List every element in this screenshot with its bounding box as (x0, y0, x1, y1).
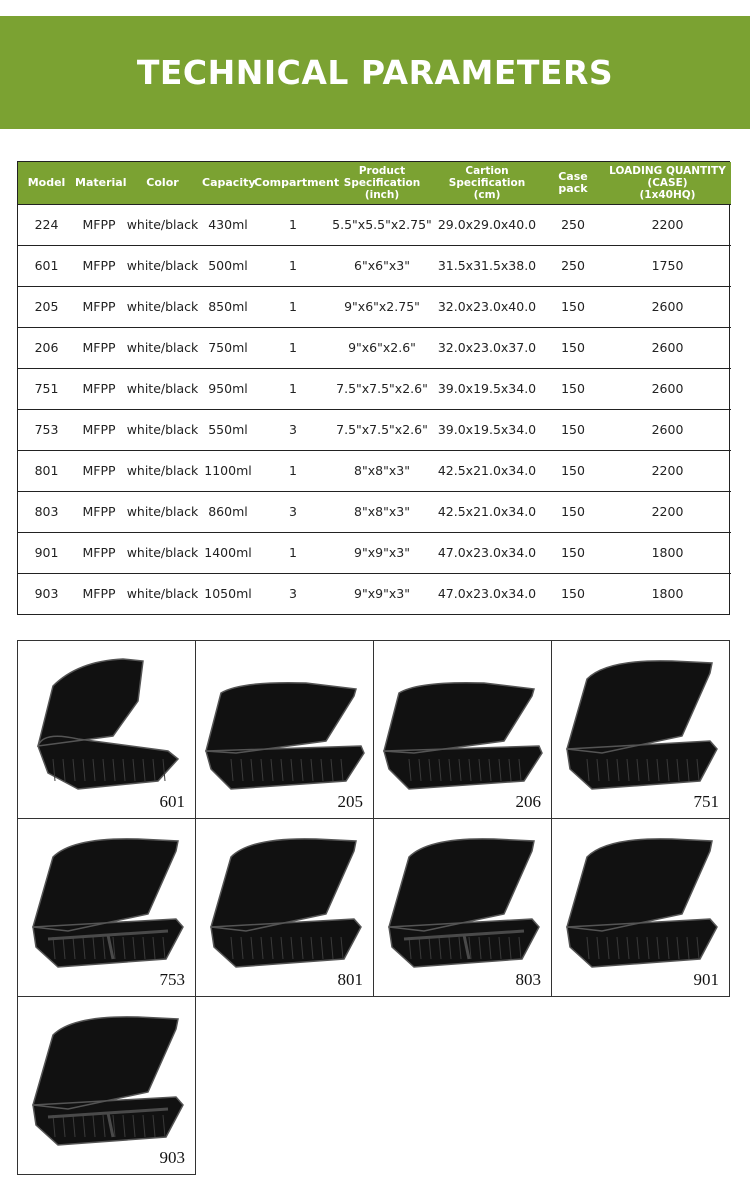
table-cell: 9"x6"x2.75" (344, 299, 420, 314)
product-tile (17, 640, 196, 819)
table-cell: 1 (289, 545, 297, 560)
table-cell: 1100ml (204, 463, 252, 478)
table-row (18, 491, 731, 532)
column-header (18, 162, 75, 204)
table-cell: 500ml (208, 258, 248, 273)
column-header-line: LOADING QUANTITY (609, 164, 726, 177)
table-cell: 1 (289, 299, 297, 314)
product-tile (17, 818, 196, 997)
table-cell: 860ml (208, 504, 248, 519)
product-tile (195, 818, 374, 997)
table-cell: 8"x8"x3" (354, 463, 410, 478)
table-cell: 32.0x23.0x37.0 (437, 340, 537, 355)
table-cell: 753 (34, 422, 59, 437)
table-cell: 801 (34, 463, 59, 478)
column-header-line: Capacity (202, 175, 256, 189)
table-cell: 47.0x23.0x34.0 (437, 545, 537, 560)
table-cell: 3 (289, 422, 297, 437)
product-model-label: 903 (159, 1148, 185, 1167)
table-row (18, 245, 731, 286)
table-cell: 2600 (651, 340, 684, 355)
column-header-line: Specification (343, 176, 421, 189)
table-row (18, 573, 731, 614)
table-cell: white/black (126, 381, 199, 396)
table-cell: 9"x6"x2.6" (348, 340, 416, 355)
table-row (18, 450, 731, 491)
table-cell: white/black (126, 340, 199, 355)
table-cell: 250 (561, 258, 585, 273)
product-tile (551, 640, 730, 819)
table-cell: white/black (126, 422, 199, 437)
table-cell: 42.5x21.0x34.0 (437, 504, 537, 519)
column-header-line: Case pack (558, 169, 588, 195)
table-cell: MFPP (82, 340, 116, 355)
table-cell: MFPP (82, 422, 116, 437)
table-cell: 1800 (651, 545, 684, 560)
table-cell: 2600 (651, 299, 684, 314)
table-cell: 903 (34, 586, 59, 602)
column-header-line: (inch) (364, 188, 400, 201)
table-cell: 901 (34, 545, 59, 560)
table-cell: MFPP (82, 381, 116, 396)
table-cell: 550ml (208, 422, 248, 437)
table-cell: 1 (289, 381, 297, 396)
column-header-line: Cartion (465, 164, 509, 177)
product-model-label: 801 (337, 970, 363, 989)
table-cell: 1 (289, 258, 297, 273)
table-cell: 2200 (651, 463, 684, 478)
table-cell: 803 (34, 504, 59, 519)
column-header-line: Material (75, 175, 127, 189)
table-cell: 2200 (651, 217, 684, 232)
table-row (18, 368, 731, 409)
table-cell: 751 (34, 381, 59, 396)
table-cell: white/black (126, 504, 199, 519)
table-header-row (18, 162, 731, 204)
table-cell: 39.0x19.5x34.0 (437, 381, 537, 396)
product-tile (551, 818, 730, 997)
table-row (18, 286, 731, 327)
table-cell: MFPP (82, 504, 116, 519)
column-header (75, 162, 127, 204)
table-cell: 42.5x21.0x34.0 (437, 463, 537, 478)
table-cell: 150 (561, 381, 585, 396)
table-cell: 1 (289, 463, 297, 478)
product-model-label: 751 (693, 792, 719, 811)
table-cell: 3 (289, 586, 297, 602)
table-cell: MFPP (82, 545, 116, 560)
table-cell: 1750 (651, 258, 684, 273)
table-cell: 750ml (208, 340, 248, 355)
column-header (123, 162, 202, 204)
table-cell: 1 (289, 217, 297, 232)
column-header (542, 162, 604, 204)
table-row (18, 327, 731, 368)
table-row (18, 409, 731, 450)
table-cell: 150 (561, 504, 585, 519)
column-header-line: (1x40HQ) (639, 188, 696, 201)
table-cell: white/black (126, 299, 199, 314)
product-model-label: 601 (159, 792, 185, 811)
table-cell: white/black (126, 586, 199, 602)
header-banner (0, 16, 750, 129)
table-cell: 150 (561, 340, 585, 355)
column-header (332, 162, 432, 204)
table-cell: 950ml (208, 381, 248, 396)
table-cell: 150 (561, 463, 585, 478)
table-cell: 1050ml (204, 586, 252, 602)
table-cell: MFPP (82, 217, 116, 232)
product-model-label: 901 (693, 970, 719, 989)
table-cell: 7.5"x7.5"x2.6" (336, 381, 428, 396)
column-header (202, 162, 254, 204)
table-cell: 3 (289, 504, 297, 519)
table-cell: 150 (561, 299, 585, 314)
table-cell: 9"x9"x3" (354, 586, 410, 602)
table-cell: white/black (126, 545, 199, 560)
column-header-line: (cm) (473, 188, 501, 201)
table-cell: 32.0x23.0x40.0 (437, 299, 537, 314)
product-model-label: 753 (159, 970, 185, 989)
product-model-label: 205 (337, 792, 363, 811)
table-cell: 850ml (208, 299, 248, 314)
column-header-line: Specification (448, 176, 526, 189)
table-cell: 29.0x29.0x40.0 (437, 217, 537, 232)
product-model-label: 206 (515, 792, 541, 811)
table-cell: 150 (561, 545, 585, 560)
table-cell: 1400ml (204, 545, 252, 560)
table-cell: 6"x6"x3" (354, 258, 410, 273)
table-cell: 150 (561, 586, 585, 602)
table-cell: 2600 (651, 381, 684, 396)
table-cell: 2200 (651, 504, 684, 519)
table-cell: 224 (34, 217, 59, 232)
table-cell: 5.5"x5.5"x2.75" (332, 217, 432, 232)
table-cell: 7.5"x7.5"x2.6" (336, 422, 428, 437)
table-cell: 2600 (651, 422, 684, 437)
table-cell: 150 (561, 422, 585, 437)
table-cell: MFPP (82, 463, 116, 478)
column-header (604, 162, 731, 204)
table-cell: 1800 (651, 586, 684, 602)
table-cell: MFPP (82, 299, 116, 314)
table-cell: 1 (289, 340, 297, 355)
parameters-table (17, 161, 730, 615)
product-tile (373, 818, 552, 997)
table-cell: MFPP (82, 258, 116, 273)
table-cell: 31.5x31.5x38.0 (437, 258, 537, 273)
product-tile (17, 996, 196, 1175)
column-header (432, 162, 542, 204)
table-cell: 47.0x23.0x34.0 (437, 586, 537, 602)
table-row (18, 204, 731, 245)
product-tile (195, 640, 374, 819)
column-header-line: Model (27, 175, 66, 189)
product-model-label: 803 (515, 970, 541, 989)
table-row (18, 532, 731, 573)
table-cell: white/black (126, 463, 199, 478)
table-cell: 250 (561, 217, 585, 232)
table-cell: 8"x8"x3" (354, 504, 410, 519)
column-header-line: Color (146, 175, 179, 189)
column-header-line: (CASE) (647, 176, 688, 189)
table-cell: 9"x9"x3" (354, 545, 410, 560)
column-header-line: Compartment (254, 175, 340, 189)
table-cell: 601 (34, 258, 59, 273)
table-cell: white/black (126, 217, 199, 232)
column-header-line: Product (358, 164, 406, 177)
table-cell: MFPP (82, 586, 116, 602)
table-cell: white/black (126, 258, 199, 273)
column-header (254, 162, 340, 204)
page-title: TECHNICAL PARAMETERS (136, 53, 614, 92)
product-tile (373, 640, 552, 819)
table-cell: 430ml (208, 217, 248, 232)
table-cell: 39.0x19.5x34.0 (437, 422, 537, 437)
table-cell: 206 (34, 340, 59, 355)
table-cell: 205 (34, 299, 59, 314)
